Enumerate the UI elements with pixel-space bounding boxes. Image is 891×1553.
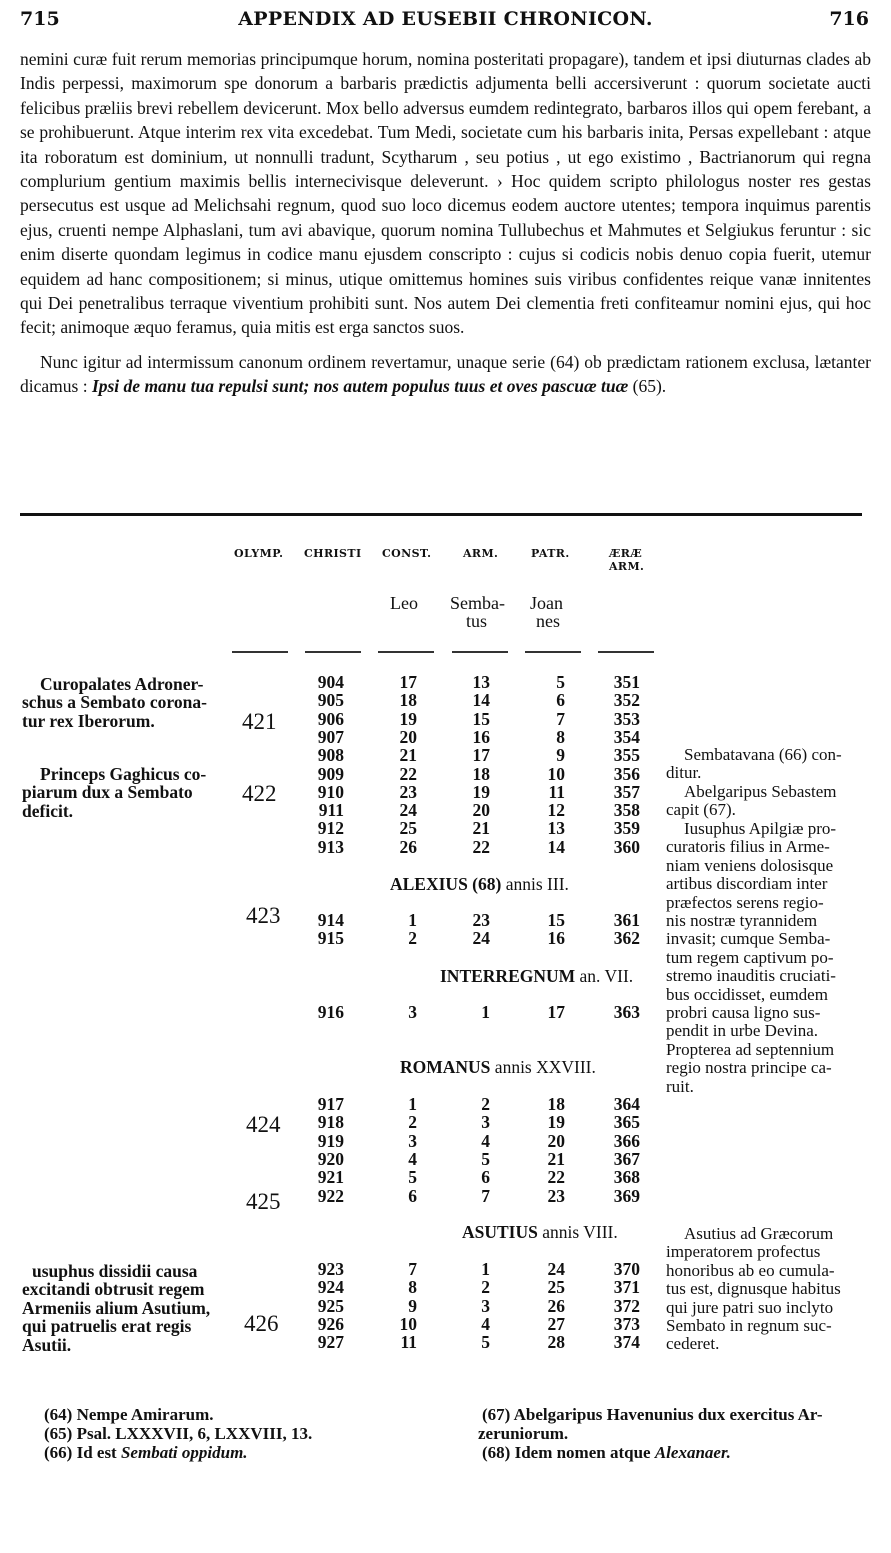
reign-heading-asutius bbox=[462, 1222, 618, 1243]
table-cell: 354 bbox=[613, 726, 640, 747]
table-cell: 2 bbox=[481, 1277, 490, 1298]
table-cell: 22 bbox=[547, 1167, 565, 1188]
table-cell: 912 bbox=[317, 818, 344, 839]
note-line: deficit. bbox=[22, 800, 74, 821]
table-cell: 3 bbox=[408, 1002, 417, 1022]
paragraph-1: nemini curæ fuit rerum memorias principumque horum, nomina posteritati propagare), tandem et ipsi diuturnas clades ab Indis perpessi, maximorum spe donorum a barbaris prædictis adjumenta belli accersiverunt : quorum societate aucti felicibus præliis brevi rebellem devicerunt. Mox bello adversus eumdem redintegrato, barbaros illos qui opem ferebant, a se prohibuerunt. Atque interim rex vita excedebat. Tum Medi, societate cum his barbaris inita, Persas expellebant : atque ita roboratum est dominium, ut nonnulli tradunt, Scytharum , seu potius , ut ego existimo , Bactrianorum qui regna complurium gentium maximis bellis internecivisque deleverunt. › Hoc quidem scripto philologus noster res gestas persecutus est usque ad Melichsahi regnum, quod suo loco dicemus eodem auctore utentes; tempora inquimus parentis ejus, cruenti nempe Alphaslani, tum avi abavique, quorum nomina Tullubechus et Mahmutes et Selgiukus feruntur : sic enim diserte quondam legimus in codice manu ejusdem conscripto : cujus si codicis nobis denuo copia fuerit, utemur equidem ad hanc compositionem; si minus, utique omittemus homines suis viribus confidentes reique vanæ innitentes qui Dei penetralibus terraque viventium prohibiti sunt. Nos autem Dei clementia freti confiteamur nomini ejus, qui hoc fecit; animoque æquo feramus, quia mitis est erga sanctos suos. bbox=[20, 49, 871, 338]
table-cell: 366 bbox=[613, 1130, 640, 1151]
reign-name: INTERREGNUM bbox=[440, 966, 576, 986]
running-title: APPENDIX AD EUSEBII CHRONICON. bbox=[238, 8, 653, 30]
note-line: cederet. bbox=[666, 1334, 720, 1354]
table-cell: 5 bbox=[481, 1332, 490, 1353]
note-line: probri causa ligno sus- bbox=[666, 1003, 821, 1023]
table-cell: 13 bbox=[547, 818, 565, 839]
note-line: niam veniens dolosisque bbox=[666, 855, 834, 875]
table-cell: 17 bbox=[399, 672, 417, 692]
table-cell: 913 bbox=[317, 836, 344, 857]
table-cell: 17 bbox=[472, 745, 490, 766]
footnote-64: (64) Nempe Amirarum. bbox=[44, 1405, 214, 1424]
footnotes-left bbox=[44, 1405, 444, 1462]
note-line: Armeniis alium Asutium, bbox=[22, 1297, 211, 1318]
table-cell: 921 bbox=[317, 1167, 344, 1188]
table-cell: 24 bbox=[399, 800, 417, 821]
page-header bbox=[0, 8, 891, 38]
reign-name: ASUTIUS bbox=[462, 1222, 538, 1242]
header-dash bbox=[452, 651, 508, 653]
table-cell: 21 bbox=[399, 745, 417, 766]
table-cell: 926 bbox=[317, 1313, 344, 1334]
table-row bbox=[0, 1149, 891, 1167]
table-cell: 1 bbox=[408, 910, 417, 930]
reign-heading-romanus bbox=[400, 1057, 596, 1078]
table-cell: 12 bbox=[547, 800, 565, 821]
table-cell: 24 bbox=[472, 928, 490, 949]
table-cell: 6 bbox=[556, 690, 565, 711]
table-row bbox=[0, 1112, 891, 1133]
table-cell: 24 bbox=[547, 1259, 565, 1279]
right-note-sembatavana bbox=[666, 746, 870, 783]
note-line: regio nostra principe ca- bbox=[666, 1058, 832, 1078]
table-cell: 4 bbox=[481, 1130, 490, 1151]
table-cell: 355 bbox=[613, 745, 640, 766]
note-line: Sembatavana (66) con- bbox=[684, 745, 842, 764]
table-cell: 27 bbox=[547, 1313, 565, 1334]
note-line: stremo inauditis cruciati- bbox=[666, 966, 836, 986]
table-cell: 352 bbox=[613, 690, 640, 711]
header-dash bbox=[232, 651, 288, 653]
note-line: Iusuphus Apilgiæ pro- bbox=[684, 819, 837, 838]
prose-block bbox=[20, 47, 871, 399]
footnote-text: (68) Idem nomen atque bbox=[482, 1443, 655, 1462]
table-cell: 2 bbox=[408, 928, 417, 949]
footnote-66 bbox=[44, 1443, 444, 1462]
table-cell: 927 bbox=[317, 1332, 344, 1353]
ruler-name-arm-2: tus bbox=[466, 611, 488, 631]
footnote-68 bbox=[478, 1443, 873, 1462]
col-header-const: CONST. bbox=[382, 547, 432, 560]
table-cell: 11 bbox=[400, 1332, 417, 1353]
table-cell: 358 bbox=[613, 800, 640, 821]
right-note-asutius bbox=[666, 1225, 870, 1354]
table-cell: 8 bbox=[556, 726, 565, 747]
olympiad-number: 425 bbox=[246, 1189, 281, 1214]
ruler-name-patr-2: nes bbox=[536, 611, 560, 631]
reign-years: an. VII. bbox=[579, 966, 634, 986]
table-cell: 28 bbox=[547, 1332, 565, 1353]
table-cell: 16 bbox=[547, 928, 565, 949]
table-cell: 911 bbox=[318, 800, 344, 821]
olympiad-number: 424 bbox=[246, 1112, 281, 1137]
note-line: Curopalates Adroner- bbox=[40, 674, 204, 694]
table-cell: 20 bbox=[472, 800, 490, 821]
note-line: tum regem captivum po- bbox=[666, 947, 834, 967]
table-cell: 922 bbox=[317, 1185, 344, 1206]
table-cell: 5 bbox=[481, 1148, 490, 1169]
footnote-italic: Alexanaer. bbox=[654, 1443, 731, 1462]
table-cell: 7 bbox=[481, 1185, 490, 1206]
note-line: Abelgaripus Sebastem bbox=[684, 782, 837, 801]
paragraph-2 bbox=[20, 350, 871, 399]
table-cell: 18 bbox=[399, 690, 417, 711]
table-cell: 904 bbox=[317, 672, 344, 692]
note-line: curatoris filius in Arme- bbox=[666, 837, 830, 857]
footnote-italic: Sembati oppidum. bbox=[120, 1443, 248, 1462]
note-line: tus est, dignusque habitus bbox=[666, 1279, 841, 1299]
table-cell: 925 bbox=[317, 1295, 344, 1316]
table-cell: 11 bbox=[548, 781, 565, 802]
table-cell: 360 bbox=[613, 836, 640, 857]
table-cell: 368 bbox=[613, 1167, 640, 1188]
section-rule bbox=[20, 513, 862, 516]
table-cell: 362 bbox=[613, 928, 640, 949]
table-cell: 21 bbox=[547, 1148, 565, 1169]
table-cell: 23 bbox=[472, 910, 490, 930]
page-number-left: 715 bbox=[20, 8, 60, 30]
table-cell: 2 bbox=[481, 1094, 490, 1114]
table-cell: 22 bbox=[399, 763, 417, 784]
note-line: qui patruelis erat regis bbox=[22, 1316, 192, 1337]
table-cell: 919 bbox=[317, 1130, 344, 1151]
col-header-patr: PATR. bbox=[531, 547, 570, 560]
table-cell: 23 bbox=[547, 1185, 565, 1206]
table-cell: 23 bbox=[399, 781, 417, 802]
note-line: ditur. bbox=[666, 763, 702, 783]
note-line: nis nostræ tyrannidem bbox=[666, 911, 818, 931]
table-cell: 21 bbox=[472, 818, 490, 839]
paragraph-2-start: Nunc igitur ad intermissum canonum ordinem revertamur, unaque serie (64) ob prædictam rationem exclusa, lætanter dicamus : bbox=[20, 351, 871, 397]
note-line: bus occidisset, eumdem bbox=[666, 984, 828, 1004]
col-header-arm: ARM. bbox=[463, 547, 499, 560]
right-note-iusuphus bbox=[666, 820, 870, 1096]
table-cell: 9 bbox=[556, 745, 565, 766]
paragraph-2-quote: Ipsi de manu tua repulsi sunt; nos autem populus tuus et oves pascuæ tuæ bbox=[91, 376, 629, 397]
note-line: tur rex Iberorum. bbox=[22, 710, 155, 731]
reign-heading-interregnum bbox=[440, 966, 633, 987]
table-cell: 367 bbox=[613, 1148, 640, 1169]
table-cell: 920 bbox=[317, 1148, 344, 1169]
table-cell: 369 bbox=[613, 1185, 640, 1206]
page-number-right: 716 bbox=[829, 8, 869, 30]
table-cell: 914 bbox=[317, 910, 344, 930]
table-row bbox=[0, 1094, 891, 1112]
paragraph-2-end: (65). bbox=[628, 376, 667, 397]
footnote-65: (65) Psal. LXXXVII, 6, LXXVIII, 13. bbox=[44, 1424, 313, 1443]
table-cell: 1 bbox=[408, 1094, 417, 1114]
table-cell: 909 bbox=[317, 763, 344, 784]
footnote-67: (67) Abelgaripus Havenunius dux exercitus Ar- bbox=[482, 1405, 823, 1424]
table-cell: 7 bbox=[556, 708, 565, 729]
note-line: qui jure patri suo inclyto bbox=[666, 1297, 834, 1317]
table-cell: 16 bbox=[472, 726, 490, 747]
note-line: Princeps Gaghicus co- bbox=[40, 764, 207, 784]
note-line: Asutius ad Græcorum bbox=[684, 1224, 834, 1243]
table-cell: 10 bbox=[399, 1313, 417, 1334]
col-header-aerae: ÆRÆ ARM. bbox=[609, 547, 645, 573]
table-cell: 15 bbox=[547, 910, 565, 930]
table-cell: 907 bbox=[317, 726, 344, 747]
table-cell: 1 bbox=[481, 1259, 490, 1279]
table-cell: 373 bbox=[613, 1313, 640, 1334]
table-cell: 9 bbox=[408, 1295, 417, 1316]
table-cell: 14 bbox=[472, 690, 490, 711]
table-cell: 1 bbox=[481, 1002, 490, 1022]
col-header-christi: CHRISTI bbox=[304, 547, 362, 560]
table-cell: 14 bbox=[547, 836, 565, 857]
table-cell: 356 bbox=[613, 763, 640, 784]
table-cell: 905 bbox=[317, 690, 344, 711]
table-cell: 2 bbox=[408, 1112, 417, 1133]
table-cell: 6 bbox=[481, 1167, 490, 1188]
table-cell: 908 bbox=[317, 745, 344, 766]
reign-years: annis VIII. bbox=[542, 1222, 618, 1242]
ruler-name-const: Leo bbox=[390, 593, 418, 613]
table-cell: 25 bbox=[547, 1277, 565, 1298]
header-dash bbox=[378, 651, 434, 653]
note-line: excitandi obtrusit regem bbox=[22, 1279, 205, 1300]
table-cell: 7 bbox=[408, 1259, 417, 1279]
table-cell: 364 bbox=[613, 1094, 640, 1114]
note-line: præfectos serens regio- bbox=[666, 892, 824, 912]
table-cell: 22 bbox=[472, 836, 490, 857]
reign-name: ALEXIUS (68) bbox=[390, 874, 502, 894]
table-cell: 15 bbox=[472, 708, 490, 729]
reign-heading-alexius bbox=[390, 874, 569, 895]
table-cell: 916 bbox=[317, 1002, 344, 1022]
table-cell: 918 bbox=[317, 1112, 344, 1133]
reign-years: annis III. bbox=[505, 874, 569, 894]
olympiad-number: 422 bbox=[242, 781, 277, 806]
table-cell: 915 bbox=[317, 928, 344, 949]
note-line: Propterea ad septennium bbox=[666, 1039, 835, 1059]
table-cell: 924 bbox=[317, 1277, 344, 1298]
note-line: invasit; cumque Semba- bbox=[666, 929, 831, 949]
table-cell: 351 bbox=[613, 672, 640, 692]
table-cell: 3 bbox=[481, 1295, 490, 1316]
table-cell: 3 bbox=[408, 1130, 417, 1151]
table-cell: 361 bbox=[613, 910, 640, 930]
table-cell: 19 bbox=[547, 1112, 565, 1133]
header-dash bbox=[598, 651, 654, 653]
table-cell: 5 bbox=[556, 672, 565, 692]
left-note-gaghicus bbox=[22, 765, 227, 820]
table-cell: 4 bbox=[481, 1313, 490, 1334]
table-cell: 19 bbox=[399, 708, 417, 729]
footnote-67-cont: zeruniorum. bbox=[478, 1424, 569, 1443]
olympiad-number: 423 bbox=[246, 903, 281, 928]
table-row bbox=[0, 1131, 891, 1149]
note-line: Sembato in regnum suc- bbox=[666, 1316, 832, 1336]
table-cell: 357 bbox=[613, 781, 640, 802]
ruler-name-patr-1: Joan bbox=[530, 593, 563, 613]
olympiad-number: 421 bbox=[242, 709, 277, 734]
table-cell: 370 bbox=[613, 1259, 640, 1279]
note-line: artibus discordiam inter bbox=[666, 874, 828, 894]
table-cell: 19 bbox=[472, 781, 490, 802]
table-cell: 372 bbox=[613, 1295, 640, 1316]
table-cell: 13 bbox=[472, 672, 490, 692]
table-cell: 923 bbox=[317, 1259, 344, 1279]
table-cell: 371 bbox=[613, 1277, 640, 1298]
table-cell: 3 bbox=[481, 1112, 490, 1133]
col-header-olymp: OLYMP. bbox=[234, 547, 284, 560]
table-cell: 17 bbox=[547, 1002, 565, 1022]
table-cell: 25 bbox=[399, 818, 417, 839]
table-row bbox=[0, 1186, 891, 1204]
note-line: schus a Sembato corona- bbox=[22, 692, 207, 713]
header-dash bbox=[305, 651, 361, 653]
table-cell: 20 bbox=[547, 1130, 565, 1151]
table-cell: 906 bbox=[317, 708, 344, 729]
table-cell: 910 bbox=[317, 781, 344, 802]
table-cell: 374 bbox=[613, 1332, 640, 1353]
table-cell: 6 bbox=[408, 1185, 417, 1206]
reign-name: ROMANUS bbox=[400, 1057, 491, 1077]
table-cell: 26 bbox=[547, 1295, 565, 1316]
olympiad-number: 426 bbox=[244, 1311, 279, 1336]
table-cell: 18 bbox=[472, 763, 490, 784]
table-cell: 363 bbox=[613, 1002, 640, 1022]
table-cell: 917 bbox=[317, 1094, 344, 1114]
left-note-adronerschus bbox=[22, 675, 227, 730]
table-cell: 359 bbox=[613, 818, 640, 839]
left-note-usuphus bbox=[22, 1262, 227, 1354]
table-row bbox=[0, 1167, 891, 1188]
table-cell: 353 bbox=[613, 708, 640, 729]
note-line: honoribus ab eo cumula- bbox=[666, 1260, 835, 1280]
right-note-abelgaripus bbox=[666, 783, 870, 820]
table-cell: 20 bbox=[399, 726, 417, 747]
footnotes-right bbox=[478, 1405, 873, 1462]
table-cell: 10 bbox=[547, 763, 565, 784]
table-cell: 18 bbox=[547, 1094, 565, 1114]
table-cell: 365 bbox=[613, 1112, 640, 1133]
note-line: Asutii. bbox=[22, 1334, 72, 1355]
footnote-text: (66) Id est bbox=[44, 1443, 121, 1462]
note-line: capit (67). bbox=[666, 800, 736, 820]
note-line: pendit in urbe Devina. bbox=[666, 1021, 819, 1041]
header-dash bbox=[525, 651, 581, 653]
note-line: usuphus dissidii causa bbox=[32, 1261, 198, 1281]
table-cell: 8 bbox=[408, 1277, 417, 1298]
note-line: ruit. bbox=[666, 1076, 694, 1096]
reign-years: annis XXVIII. bbox=[494, 1057, 596, 1077]
note-line: imperatorem profectus bbox=[666, 1242, 821, 1262]
table-cell: 5 bbox=[408, 1167, 417, 1188]
table-cell: 4 bbox=[408, 1148, 417, 1169]
table-cell: 26 bbox=[399, 836, 417, 857]
ruler-name-arm-1: Semba- bbox=[450, 593, 505, 613]
note-line: piarum dux a Sembato bbox=[22, 782, 193, 803]
